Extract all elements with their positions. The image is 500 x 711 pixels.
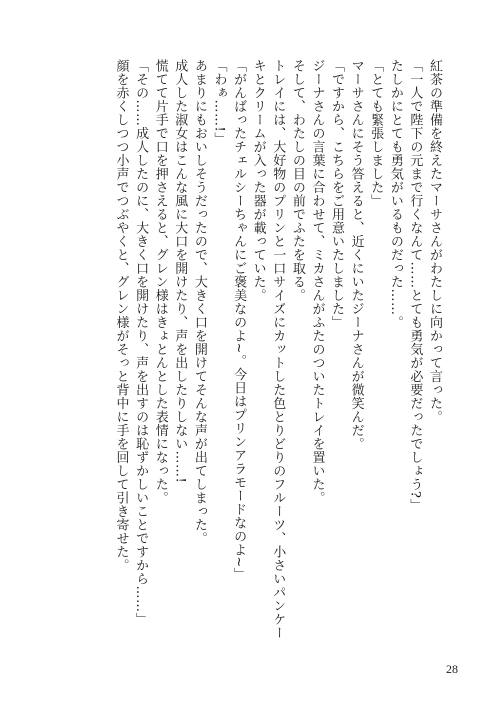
page-number: 28 [446,662,458,676]
body-text [111,59,444,640]
text-line: 「一人で陛下の元まで行くなんて……とても勇気が必要だったでしょう?」 [407,59,423,512]
text-line: 「ですから、こちらをご用意いたしました」 [329,59,345,329]
text-line: マーサさんにそう答えると、近くにいたジーナさんが微笑んだ。 [348,59,364,451]
text-line: キとクリームが入った器が載っていた。 [250,59,266,302]
text-line: あまりにもおいしそうだったので、大きく口を開けてそんな声が出てしまった。 [191,59,207,545]
text-line: 「その……成人したのに、大きく口を開けたり、声を出すのは恥ずかしいことですから……」 [133,59,149,626]
text-line: 成人した淑女はこんな風に大口を開けたり、声を出したりしない……! [172,59,188,484]
text-line: 「がんばったチェルシーちゃんにご褒美なのよ~。今日はプリンアラモードなのよ~」 [231,59,247,582]
text-line: トレイには、大好物のプリンと一口サイズにカットした色とりどりのフルーツ、小さいパンケー [270,59,286,640]
text-line: 顔を赤くしつつ小声でつぶやくと、グレン様がそっと背中に手を回して引き寄せた。 [113,59,129,572]
text-line: 慌てて片手で口を押さえると、グレン様はきょとんとした表情になった。 [152,59,168,505]
text-line: そして、わたしの目の前でふたを取る。 [289,59,305,302]
text-line: ジーナさんの言葉に合わせて、ミカさんがふたのついたトレイを置いた。 [309,59,325,505]
text-line: 紅茶の準備を終えたマーサさんがわたしに向かって言った。 [427,59,442,424]
text-line: 「わぁ……!」 [211,59,227,146]
text-line: たしかにとても勇気がいるものだった……。 [387,59,403,329]
text-line: 「とても緊張しました」 [368,59,384,208]
